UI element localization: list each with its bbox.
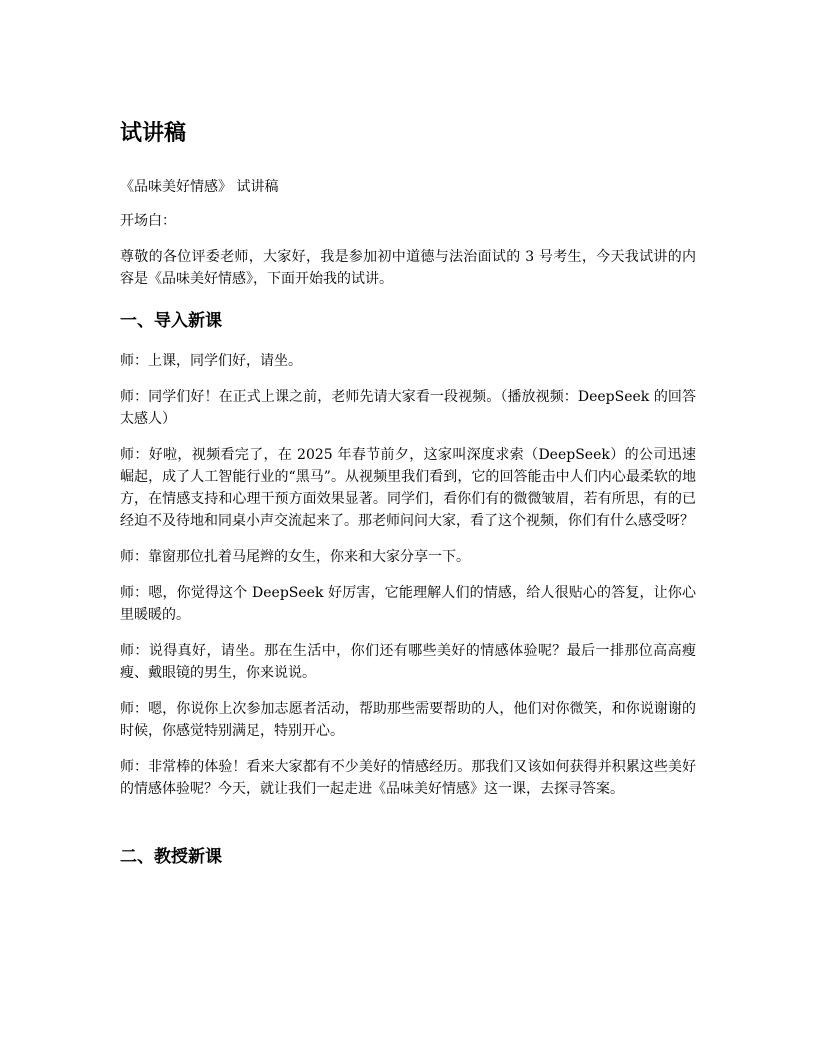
- paragraph: 师：嗯，你说你上次参加志愿者活动，帮助那些需要帮助的人，他们对你微笑，和你说谢谢的时候，你感觉特别满足，特别开心。: [120, 701, 696, 739]
- paragraph: 师：说得真好，请坐。那在生活中，你们还有哪些美好的情感体验呢？最后一排那位高高瘦瘦、戴眼镜的男生，你来说说。: [120, 643, 696, 681]
- paragraph: 师：非常棒的体验！看来大家都有不少美好的情感经历。那我们又该如何获得并积累这些美好的情感体验呢？今天，就让我们一起走进《品味美好情感》这一课，去探寻答案。: [120, 759, 696, 797]
- opening-label: 开场白：: [120, 213, 176, 229]
- document-body: [120, 118, 696, 870]
- section-heading-import: 一、导入新课: [120, 311, 222, 331]
- intro-paragraph: 尊敬的各位评委老师，大家好，我是参加初中道德与法治面试的 3 号考生，今天我试讲的内容是《品味美好情感》，下面开始我的试讲。: [120, 249, 696, 287]
- paragraph: 师：同学们好！在正式上课之前，老师先请大家看一段视频。（播放视频：DeepSeek 的回答太感人）: [120, 389, 696, 427]
- document-subtitle: 《品味美好情感》 试讲稿: [120, 179, 279, 195]
- paragraph: 师：上课，同学们好，请坐。: [120, 353, 302, 369]
- page-title: 试讲稿: [120, 121, 187, 146]
- paragraph: 师：好啦，视频看完了，在 2025 年春节前夕，这家叫深度求索（DeepSeek）的公司迅速崛起，成了人工智能行业的“黑马”。从视频里我们看到，它的回答能击中人们内心最柔软的地方，在情感支持和心理干预方面效果显著。同学们，看你们有的微微皱眉，若有所思，有的已经迫不及待地和同桌小声交流起来了。那老师问问大家，看了这个视频，你们有什么感受呀？: [120, 447, 696, 529]
- paragraph: 师：嗯，你觉得这个 DeepSeek 好厉害，它能理解人们的情感，给人很贴心的答复，让你心里暖暖的。: [120, 585, 696, 623]
- section-heading-teach: 二、教授新课: [120, 847, 222, 867]
- paragraph: 师：靠窗那位扎着马尾辫的女生，你来和大家分享一下。: [120, 549, 470, 565]
